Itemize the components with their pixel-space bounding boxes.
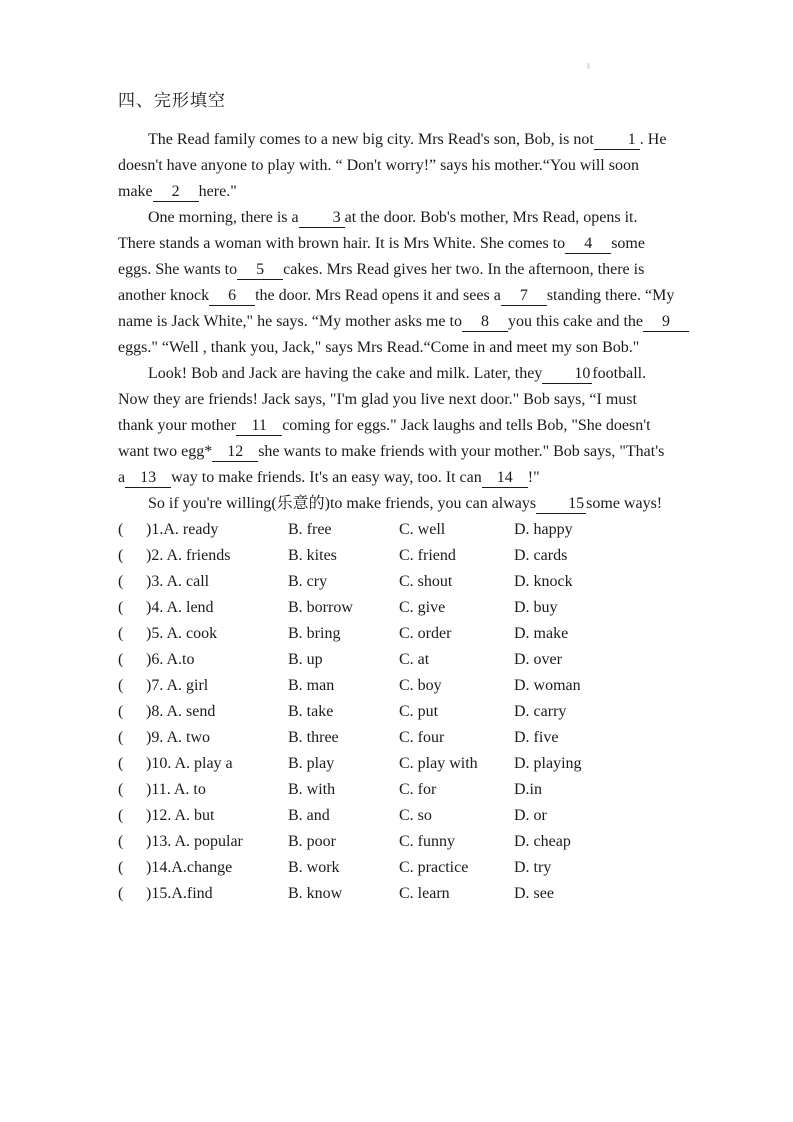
- option-a: )13. A. popular: [146, 833, 243, 850]
- option-a: )8. A. send: [146, 703, 216, 720]
- question-row: [118, 725, 680, 751]
- option-d: D. carry: [514, 703, 567, 720]
- option-a: )6. A.to: [146, 651, 195, 668]
- scan-artifact-dot: [587, 63, 590, 69]
- passage-line: name is Jack White," he says. “My mother asks me to 8 you this cake and the 9: [118, 309, 680, 335]
- blank-8: 8: [462, 312, 508, 332]
- option-d: D. make: [514, 625, 569, 642]
- blank-4: 4: [565, 234, 611, 254]
- option-b: B. man: [288, 677, 335, 694]
- option-b: B. bring: [288, 625, 341, 642]
- option-d: D. woman: [514, 677, 581, 694]
- passage-line: Look! Bob and Jack are having the cake and milk. Later, they 10 football.: [148, 365, 647, 382]
- passage-line: thank your mother 11 coming for eggs." Jack laughs and tells Bob, "She doesn't: [118, 417, 651, 434]
- answer-paren: (: [118, 677, 124, 694]
- blank-6: 6: [209, 286, 255, 306]
- question-row: [118, 569, 680, 595]
- answer-paren: (: [118, 755, 124, 772]
- option-d: D. cheap: [514, 833, 571, 850]
- question-row: [118, 881, 680, 907]
- option-a: )5. A. cook: [146, 625, 218, 642]
- passage-line: a 13 way to make friends. It's an easy way, too. It can 14 !": [118, 469, 540, 486]
- option-c: C. shout: [399, 573, 453, 590]
- option-c: C. four: [399, 729, 445, 746]
- options-table: [118, 517, 680, 907]
- question-row: [118, 595, 680, 621]
- blank-11: 11: [236, 416, 282, 436]
- passage-line: So if you're willing(乐意的)to make friends, you can always 15 some ways!: [148, 495, 663, 512]
- answer-paren: (: [118, 859, 124, 876]
- option-c: C. give: [399, 599, 446, 616]
- option-a: )10. A. play a: [146, 755, 233, 772]
- answer-paren: (: [118, 807, 124, 824]
- question-row: [118, 543, 680, 569]
- question-row: [118, 673, 680, 699]
- passage-paragraph: [118, 127, 680, 205]
- passage-line: One morning, there is a 3 at the door. Bob's mother, Mrs Read, opens it.: [148, 209, 638, 226]
- option-a: )9. A. two: [146, 729, 210, 746]
- question-row: [118, 855, 680, 881]
- option-a: )15.A.find: [146, 885, 213, 902]
- option-c: C. for: [399, 781, 437, 798]
- passage-line: want two egg* 12 she wants to make friends with your mother." Bob says, "That's: [118, 443, 665, 460]
- passage-line: eggs." “Well , thank you, Jack," says Mrs Read.“Come in and meet my son Bob.": [118, 339, 640, 356]
- option-c: C. put: [399, 703, 439, 720]
- answer-paren: (: [118, 573, 124, 590]
- answer-paren: (: [118, 625, 124, 642]
- blank-7: 7: [501, 286, 547, 306]
- option-d: D. knock: [514, 573, 573, 590]
- answer-paren: (: [118, 781, 124, 798]
- option-c: C. boy: [399, 677, 442, 694]
- option-d: D. try: [514, 859, 552, 876]
- option-a: )14.A.change: [146, 859, 233, 876]
- option-a: )12. A. but: [146, 807, 215, 824]
- passage-line: Now they are friends! Jack says, "I'm glad you live next door." Bob says, “I must: [118, 391, 637, 408]
- cloze-passage: [118, 127, 680, 517]
- option-d: D.in: [514, 781, 542, 798]
- option-d: D. five: [514, 729, 559, 746]
- option-c: C. practice: [399, 859, 469, 876]
- option-c: C. at: [399, 651, 430, 668]
- option-d: D. happy: [514, 521, 573, 538]
- option-c: C. so: [399, 807, 432, 824]
- answer-paren: (: [118, 651, 124, 668]
- option-d: D. over: [514, 651, 562, 668]
- answer-paren: (: [118, 729, 124, 746]
- option-c: C. well: [399, 521, 446, 538]
- option-d: D. buy: [514, 599, 558, 616]
- option-c: C. order: [399, 625, 452, 642]
- option-c: C. play with: [399, 755, 478, 772]
- option-b: B. up: [288, 651, 323, 668]
- worksheet-content: [118, 88, 680, 907]
- option-a: )1.A. ready: [146, 521, 219, 538]
- blank-5: 5: [237, 260, 283, 280]
- option-a: )4. A. lend: [146, 599, 214, 616]
- blank-10: 10: [542, 364, 592, 384]
- option-a: )7. A. girl: [146, 677, 209, 694]
- option-b: B. kites: [288, 547, 337, 564]
- option-b: B. work: [288, 859, 340, 876]
- blank-15: 15: [536, 494, 586, 514]
- blank-9: 9: [643, 312, 689, 332]
- option-b: B. take: [288, 703, 334, 720]
- option-b: B. play: [288, 755, 335, 772]
- answer-paren: (: [118, 833, 124, 850]
- question-row: [118, 803, 680, 829]
- question-row: [118, 699, 680, 725]
- option-d: D. playing: [514, 755, 582, 772]
- passage-line: doesn't have anyone to play with. “ Don't worry!” says his mother.“You will soon: [118, 157, 639, 174]
- option-b: B. three: [288, 729, 339, 746]
- blank-1: 1: [594, 130, 640, 150]
- blank-13: 13: [125, 468, 171, 488]
- option-b: B. free: [288, 521, 332, 538]
- blank-3: 3: [299, 208, 345, 228]
- option-b: B. borrow: [288, 599, 353, 616]
- answer-paren: (: [118, 547, 124, 564]
- question-row: [118, 829, 680, 855]
- question-row: [118, 621, 680, 647]
- answer-paren: (: [118, 521, 124, 538]
- question-row: [118, 517, 680, 543]
- option-d: D. or: [514, 807, 547, 824]
- answer-paren: (: [118, 703, 124, 720]
- question-row: [118, 647, 680, 673]
- question-row: [118, 751, 680, 777]
- passage-line: another knock 6 the door. Mrs Read opens it and sees a 7 standing there. “My: [118, 287, 675, 304]
- option-b: B. and: [288, 807, 330, 824]
- option-c: C. funny: [399, 833, 455, 850]
- blank-2: 2: [153, 182, 199, 202]
- section-title: 四、完形填空: [118, 91, 226, 110]
- answer-paren: (: [118, 885, 124, 902]
- option-b: B. cry: [288, 573, 328, 590]
- passage-paragraph: [118, 491, 680, 517]
- option-b: B. know: [288, 885, 343, 902]
- option-d: D. see: [514, 885, 554, 902]
- blank-14: 14: [482, 468, 528, 488]
- passage-line: eggs. She wants to 5 cakes. Mrs Read gives her two. In the afternoon, there is: [118, 261, 645, 278]
- passage-paragraph: [118, 205, 680, 361]
- passage-line: The Read family comes to a new big city. Mrs Read's son, Bob, is not 1 . He: [148, 131, 667, 148]
- option-c: C. friend: [399, 547, 456, 564]
- option-a: )11. A. to: [146, 781, 206, 798]
- option-a: )2. A. friends: [146, 547, 231, 564]
- passage-line: There stands a woman with brown hair. It is Mrs White. She comes to 4 some: [118, 235, 645, 252]
- question-row: [118, 777, 680, 803]
- option-d: D. cards: [514, 547, 568, 564]
- answer-paren: (: [118, 599, 124, 616]
- option-b: B. with: [288, 781, 336, 798]
- option-c: C. learn: [399, 885, 450, 902]
- passage-line: make 2 here.": [118, 183, 237, 200]
- blank-12: 12: [212, 442, 258, 462]
- option-a: )3. A. call: [146, 573, 210, 590]
- passage-paragraph: [118, 361, 680, 491]
- option-b: B. poor: [288, 833, 336, 850]
